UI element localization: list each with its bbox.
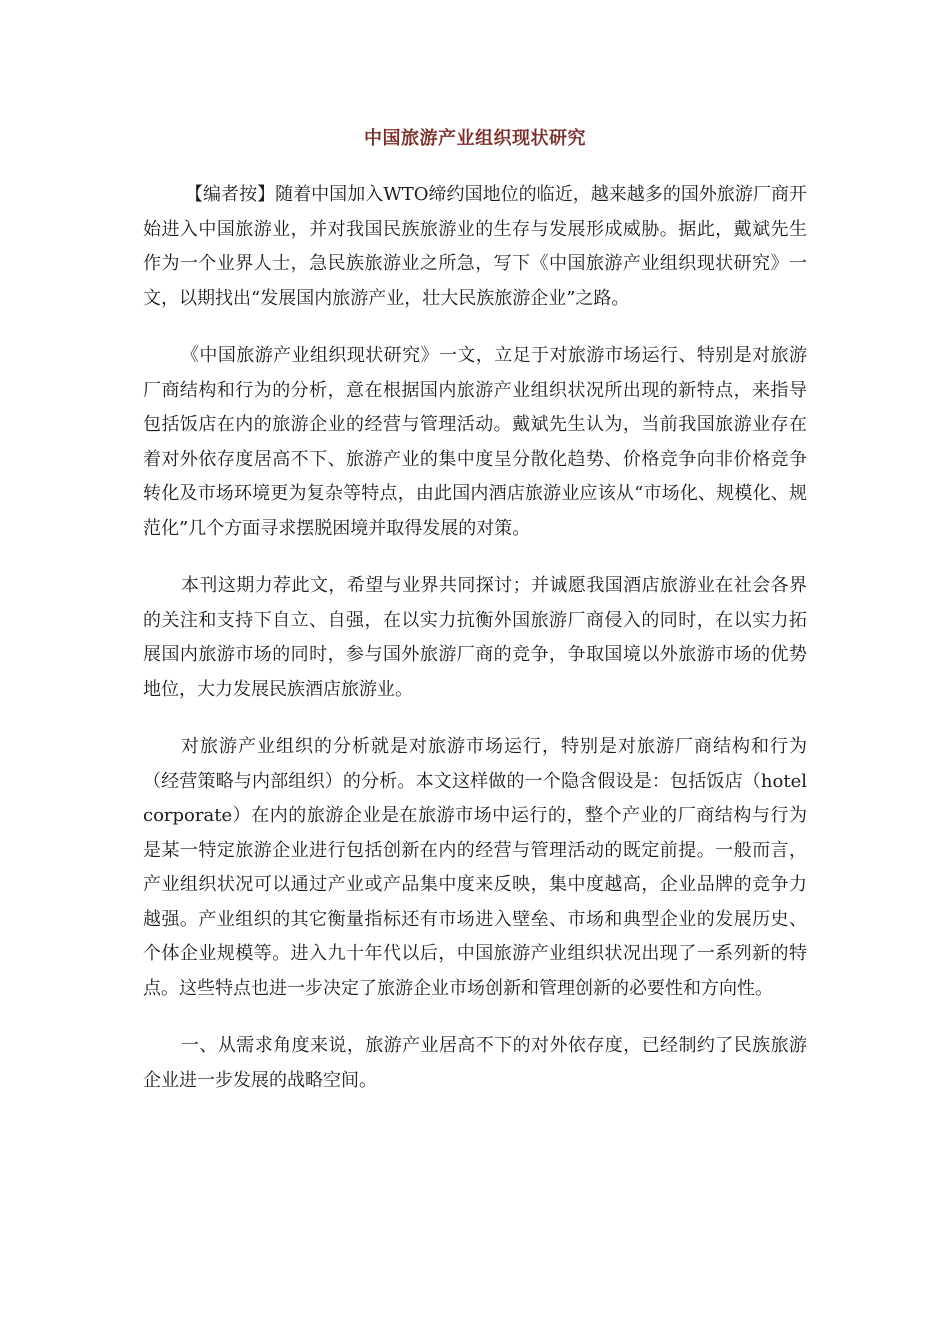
document-title: 中国旅游产业组织现状研究 [364,128,586,149]
document-body [143,178,807,1121]
section-heading-paragraph: 一、从需求角度来说，旅游产业居高不下的对外依存度，已经制约了民族旅游企业进一步发展的战略空间。 [143,1035,807,1091]
editor-note-paragraph: 【编者按】随着中国加入WTO缔约国地位的临近，越来越多的国外旅游厂商开始进入中国旅游业，并对我国民族旅游业的生存与发展形成威胁。据此，戴斌先生作为一个业界人士，急民族旅游业之所急，写下《中国旅游产业组织现状研究》一文，以期找出“发展国内旅游产业，壮大民族旅游企业”之路。 [143,184,807,309]
body-paragraph: 本刊这期力荐此文，希望与业界共同探讨；并诚愿我国酒店旅游业在社会各界的关注和支持下自立、自强，在以实力抗衡外国旅游厂商侵入的同时，在以实力拓展国内旅游市场的同时，参与国外旅游厂商的竞争，争取国境以外旅游市场的优势地位，大力发展民族酒店旅游业。 [143,575,807,700]
body-paragraph: 《中国旅游产业组织现状研究》一文，立足于对旅游市场运行、特别是对旅游厂商结构和行为的分析，意在根据国内旅游产业组织状况所出现的新特点，来指导包括饭店在内的旅游企业的经营与管理活动。戴斌先生认为，当前我国旅游业存在着对外依存度居高不下、旅游产业的集中度呈分散化趋势、价格竞争向非价格竞争转化及市场环境更为复杂等特点，由此国内酒店旅游业应该从“市场化、规模化、规范化”几个方面寻求摆脱困境并取得发展的对策。 [143,345,807,539]
body-paragraph: 对旅游产业组织的分析就是对旅游市场运行，特别是对旅游厂商结构和行为（经营策略与内部组织）的分析。本文这样做的一个隐含假设是：包括饭店（hotel corporate）在内的旅游企业是在旅游市场中运行的，整个产业的厂商结构与行为是某一特定旅游企业进行包括创新在内的经营与管理活动的既定前提。一般而言，产业组织状况可以通过产业或产品集中度来反映，集中度越高，企业品牌的竞争力越强。产业组织的其它衡量指标还有市场进入壁垒、市场和典型企业的发展历史、个体企业规模等。进入九十年代以后，中国旅游产业组织状况出现了一系列新的特点。这些特点也进一步决定了旅游企业市场创新和管理创新的必要性和方向性。 [143,736,807,999]
